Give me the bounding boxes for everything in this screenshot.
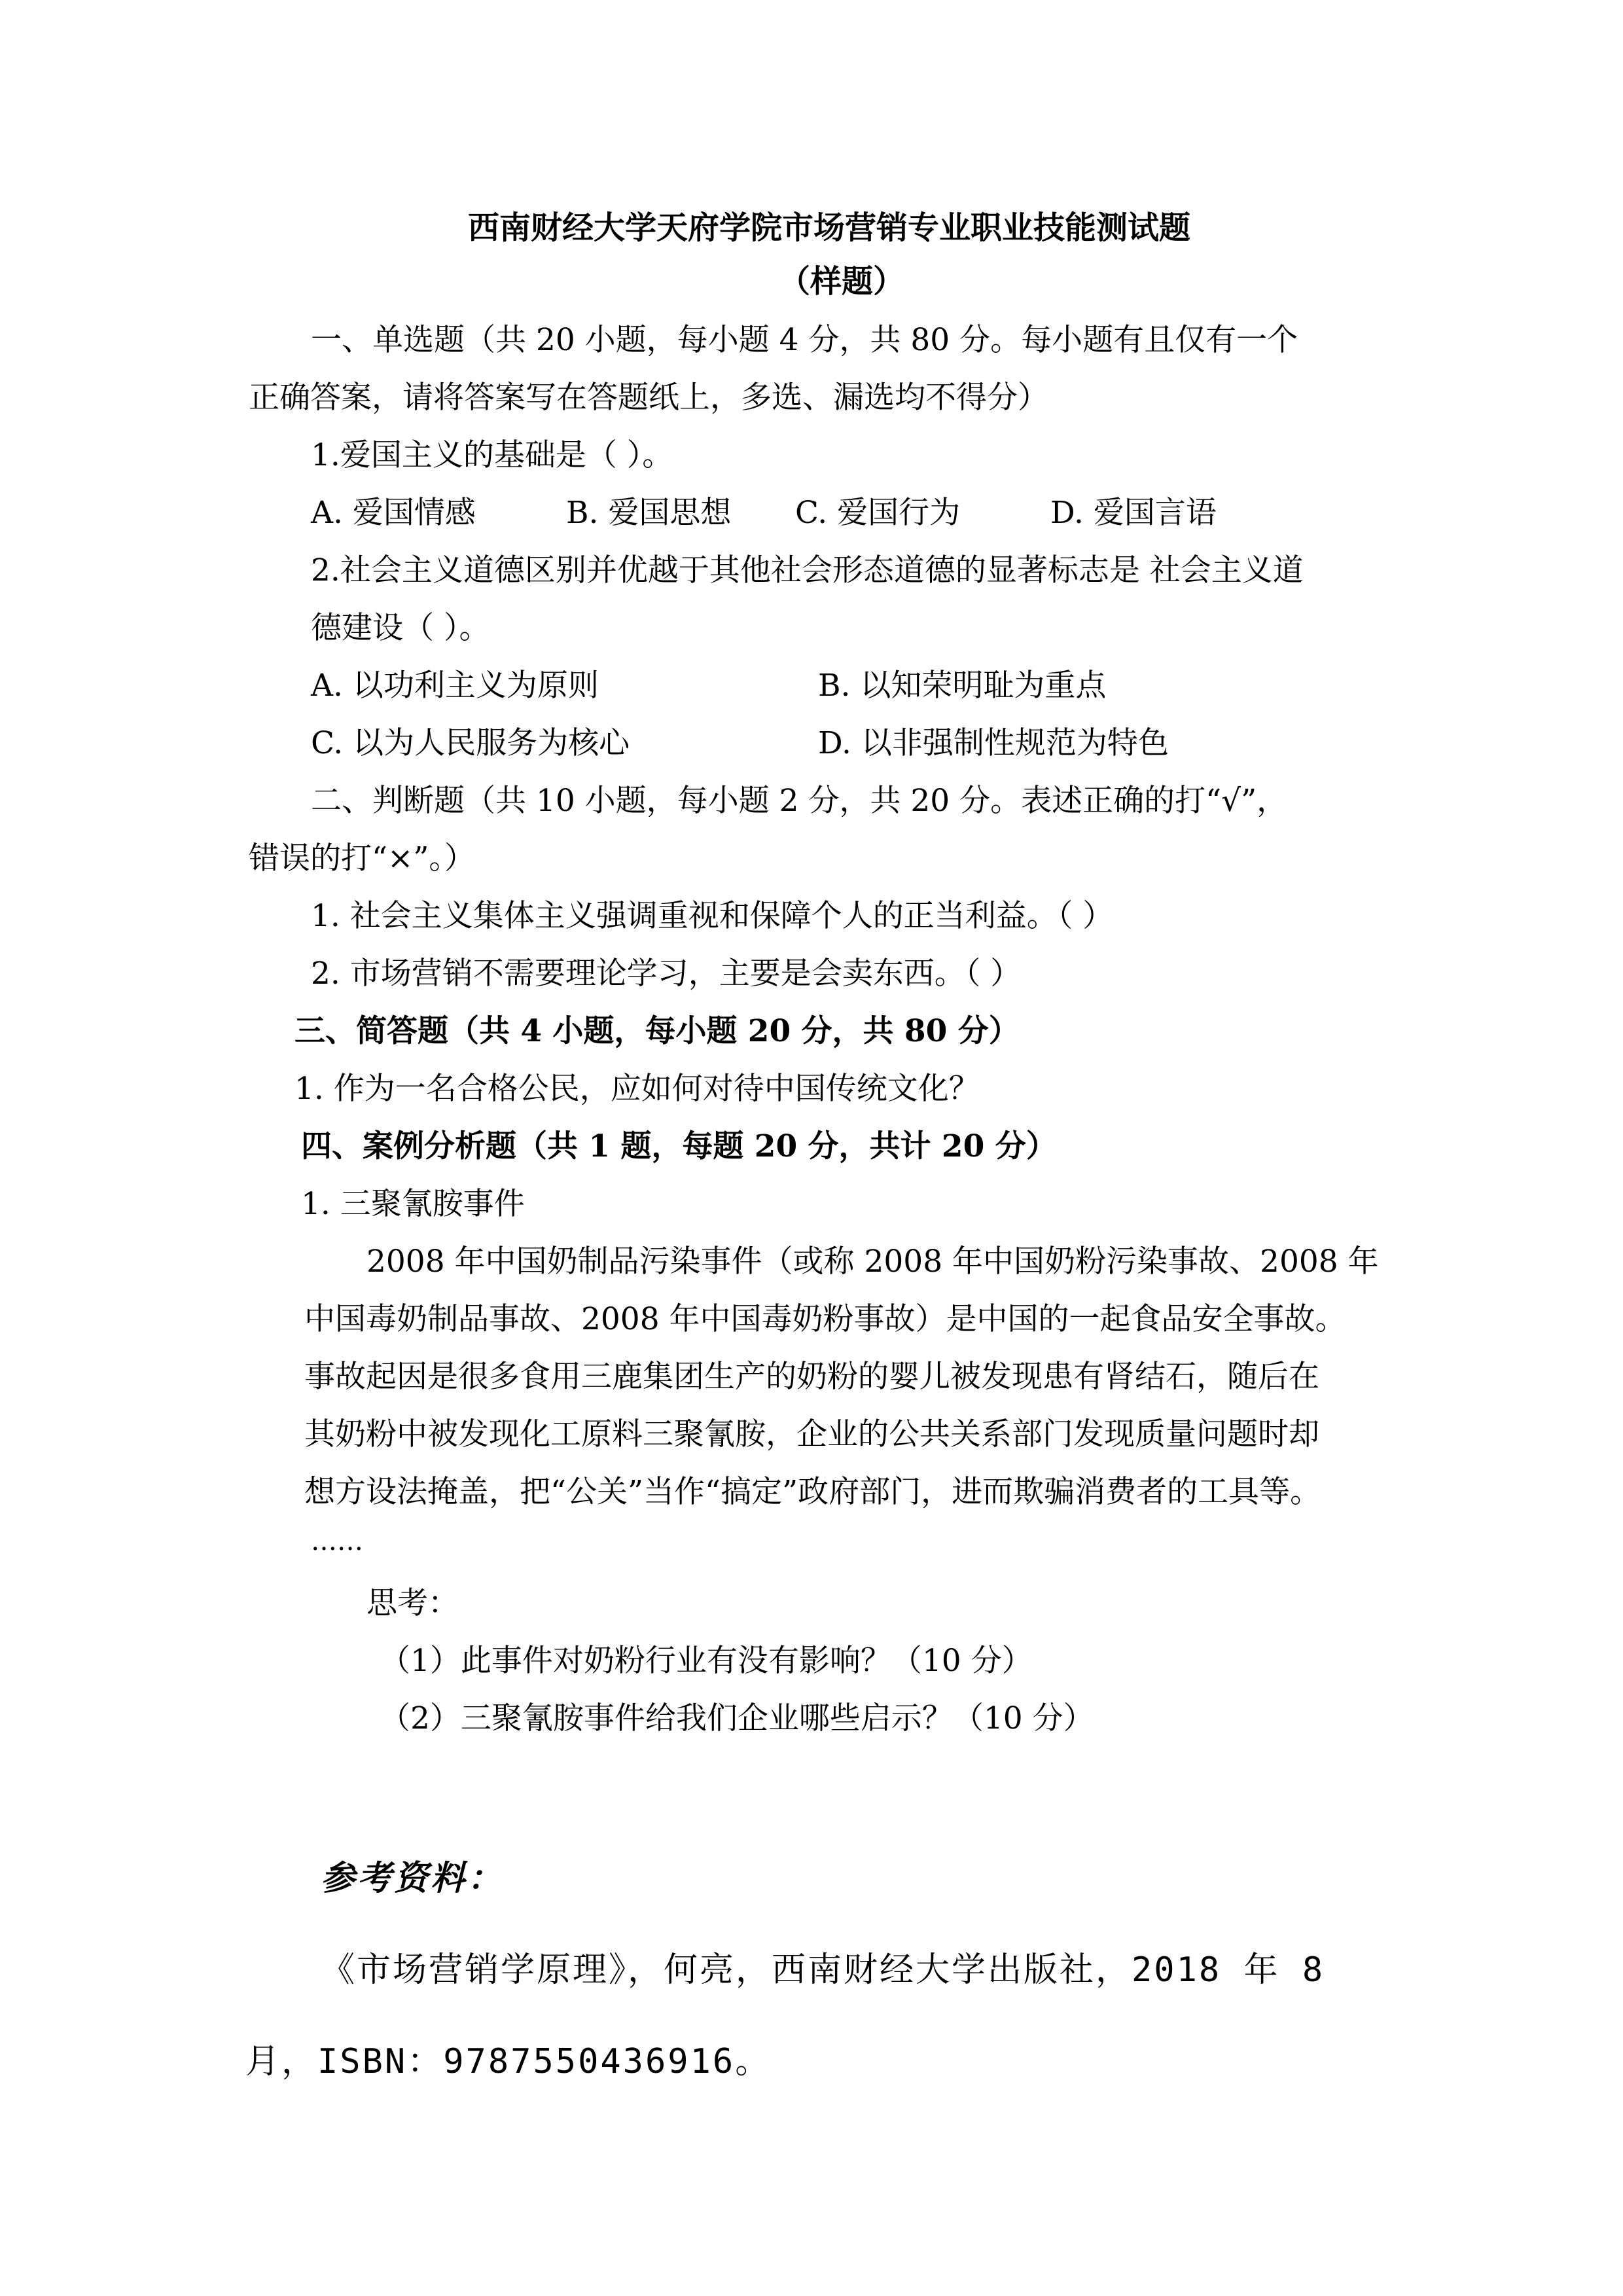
case-title: 1. 三聚氰胺事件 xyxy=(301,1186,525,1222)
q2-stem-line1: 2.社会主义道德区别并优越于其他社会形态道德的显著标志是 社会主义道 xyxy=(311,552,1304,588)
q2-option-b: B. 以知荣明耻为重点 xyxy=(818,668,1107,704)
page-title: 西南财经大学天府学院市场营销专业职业技能测试题 xyxy=(468,209,1191,246)
section1-heading-line1: 一、单选题（共 20 小题，每小题 4 分，共 80 分。每小题有且仅有一个 xyxy=(311,322,1298,358)
q1-option-d: D. 爱国言语 xyxy=(1050,495,1217,531)
case-paragraph-line-1: 2008 年中国奶制品污染事件（或称 2008 年中国奶粉污染事故、2008 年 xyxy=(366,1244,1379,1280)
short-answer-item-1: 1. 作为一名合格公民，应如何对待中国传统文化？ xyxy=(294,1071,980,1107)
section4-heading: 四、案例分析题（共 1 题，每题 20 分，共计 20 分） xyxy=(301,1128,1057,1164)
q2-option-d: D. 以非强制性规范为特色 xyxy=(818,725,1169,761)
q2-option-a: A. 以功利主义为原则 xyxy=(311,668,599,704)
section2-heading-line2: 错误的打“×”。） xyxy=(249,840,475,876)
references-line-1: 《市场营销学原理》，何亮，西南财经大学出版社，2018 年 8 xyxy=(321,1950,1325,1990)
case-paragraph-line-4: 其奶粉中被发现化工原料三聚氰胺，企业的公共关系部门发现质量问题时却 xyxy=(304,1416,1319,1452)
case-paragraph-line-2: 中国毒奶制品事故、2008 年中国毒奶粉事故）是中国的一起食品安全事故。 xyxy=(304,1301,1346,1337)
references-line-2: 月，ISBN：9787550436916。 xyxy=(245,2042,772,2081)
case-ellipsis: …… xyxy=(311,1526,363,1556)
think-question-2: （2）三聚氰胺事件给我们企业哪些启示？（10 分） xyxy=(380,1700,1094,1736)
section3-heading: 三、简答题（共 4 小题，每小题 20 分，共 80 分） xyxy=(294,1013,1020,1049)
section2-heading-line1: 二、判断题（共 10 小题，每小题 2 分，共 20 分。表述正确的打“√”， xyxy=(311,783,1288,819)
q1-stem: 1.爱国主义的基础是（ ）。 xyxy=(311,437,673,473)
references-heading: 参考资料： xyxy=(321,1858,505,1898)
q1-option-c: C. 爱国行为 xyxy=(795,495,961,531)
think-question-1: （1）此事件对奶粉行业有没有影响？（10 分） xyxy=(380,1643,1033,1679)
case-paragraph-line-3: 事故起因是很多食用三鹿集团生产的奶粉的婴儿被发现患有肾结石，随后在 xyxy=(304,1359,1319,1395)
judge-item-2: 2. 市场营销不需要理论学习，主要是会卖东西。（ ） xyxy=(311,956,1022,992)
think-label: 思考： xyxy=(366,1585,459,1621)
q1-option-a: A. 爱国情感 xyxy=(311,495,476,531)
page-subtitle: （样题） xyxy=(779,263,905,300)
q2-option-c: C. 以为人民服务为核心 xyxy=(311,725,630,761)
section1-heading-line2: 正确答案，请将答案写在答题纸上，多选、漏选均不得分） xyxy=(249,380,1048,416)
judge-item-1: 1. 社会主义集体主义强调重视和保障个人的正当利益。（ ） xyxy=(311,898,1114,934)
q2-stem-line2: 德建设（ ）。 xyxy=(311,610,490,646)
case-paragraph-line-5: 想方设法掩盖，把“公关”当作“搞定”政府部门，进而欺骗消费者的工具等。 xyxy=(304,1474,1321,1510)
q1-option-b: B. 爱国思想 xyxy=(566,495,732,531)
